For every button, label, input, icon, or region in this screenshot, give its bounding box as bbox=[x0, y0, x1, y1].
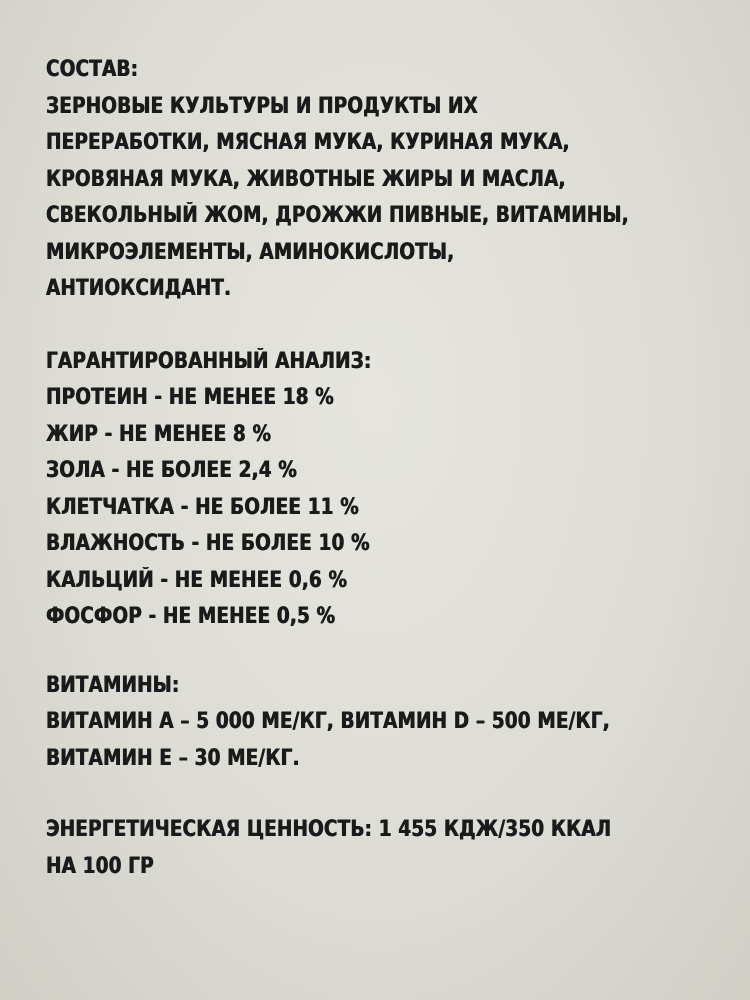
vitamins-heading: ВИТАМИНЫ: bbox=[46, 672, 180, 698]
analysis-line-ash: ЗОЛА - НЕ БОЛЕЕ 2,4 % bbox=[46, 458, 297, 483]
analysis-line-fat: ЖИР - НЕ МЕНЕЕ 8 % bbox=[46, 421, 272, 447]
energy-section bbox=[46, 812, 714, 885]
composition-line: АНТИОКСИДАНТ. bbox=[46, 276, 232, 301]
analysis-line-moisture: ВЛАЖНОСТЬ - НЕ БОЛЕЕ 10 % bbox=[46, 531, 370, 556]
section-spacer bbox=[46, 308, 714, 344]
analysis-line-phosphorus: ФОСФОР - НЕ МЕНЕЕ 0,5 % bbox=[46, 604, 336, 629]
analysis-line-fiber: КЛЕТЧАТКА - НЕ БОЛЕЕ 11 % bbox=[46, 494, 359, 520]
vitamins-line: ВИТАМИН Е – 30 МЕ/КГ. bbox=[46, 745, 300, 771]
composition-heading: СОСТАВ: bbox=[46, 57, 139, 82]
analysis-line-protein: ПРОТЕИН - НЕ МЕНЕЕ 18 % bbox=[46, 385, 334, 410]
composition-line: ПЕРЕРАБОТКИ, МЯСНАЯ МУКА, КУРИНАЯ МУКА, bbox=[46, 130, 570, 155]
energy-line: НА 100 ГР bbox=[46, 853, 154, 879]
energy-line: ЭНЕРГЕТИЧЕСКАЯ ЦЕННОСТЬ: 1 455 КДЖ/350 ККАЛ bbox=[46, 817, 612, 842]
vitamins-section bbox=[46, 668, 714, 778]
section-spacer bbox=[46, 777, 714, 812]
analysis-line-calcium: КАЛЬЦИЙ - НЕ МЕНЕЕ 0,6 % bbox=[46, 567, 348, 593]
composition-line: СВЕКОЛЬНЫЙ ЖОМ, ДРОЖЖИ ПИВНЫЕ, ВИТАМИНЫ, bbox=[46, 203, 629, 228]
composition-line: МИКРОЭЛЕМЕНТЫ, АМИНОКИСЛОТЫ, bbox=[46, 239, 455, 265]
vitamins-line: ВИТАМИН А – 5 000 МЕ/КГ, ВИТАМИН D – 500 МЕ/КГ, bbox=[46, 709, 610, 734]
composition-line: ЗЕРНОВЫЕ КУЛЬТУРЫ И ПРОДУКТЫ ИХ bbox=[46, 93, 478, 119]
composition-line: КРОВЯНАЯ МУКА, ЖИВОТНЫЕ ЖИРЫ И МАСЛА, bbox=[46, 166, 566, 192]
analysis-heading: ГАРАНТИРОВАННЫЙ АНАЛИЗ: bbox=[46, 348, 372, 374]
section-spacer bbox=[46, 636, 714, 668]
analysis-section bbox=[46, 344, 714, 636]
composition-section bbox=[46, 52, 714, 308]
